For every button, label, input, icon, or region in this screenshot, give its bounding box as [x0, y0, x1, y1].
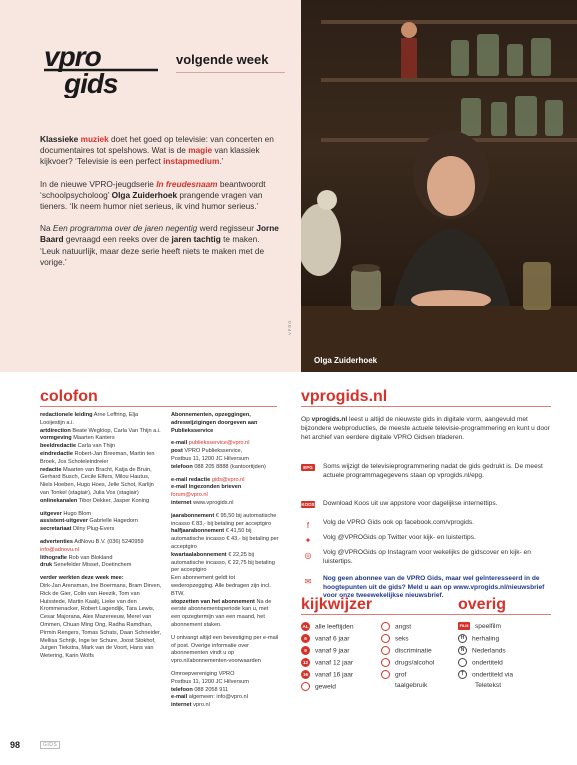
logo-word-bottom: gids — [64, 68, 118, 98]
overig-item — [458, 670, 513, 679]
colofon-line — [171, 528, 279, 551]
colofon-link[interactable]: info@adnovu.nl — [40, 546, 79, 553]
colofon-link[interactable]: publieksservice@vpro.nl — [187, 440, 250, 447]
intro-run: te maken. ‘Leuk natuurlijk, maar deze serie heeft niets te maken met de vorige.’ — [40, 234, 265, 267]
cover-photo-illustration — [301, 0, 577, 372]
colofon-line — [40, 518, 162, 526]
feature-text: Volg @VPROGids op Twitter voor kijk- en luistertips. — [323, 534, 476, 541]
colofon-column-2 — [171, 412, 279, 710]
intro-run: beantwoordt ‘schoolpsycholoog’ — [40, 178, 266, 200]
intro-run: muziek — [80, 134, 109, 144]
page-number: 98 — [10, 740, 21, 750]
age-rating — [301, 622, 354, 631]
colofon-label: Abonnementen, opzeggingen, adreswijzigingen doorgeven aan Publieksservice — [171, 412, 258, 434]
intro-run: .’ — [219, 156, 224, 167]
colofon-label: e-mail redactie — [171, 476, 211, 483]
colofon-value: Rob van Blokland — [67, 554, 113, 561]
content-rating-label: grof — [395, 671, 407, 679]
content-rating — [381, 622, 411, 631]
colofon-line — [40, 555, 162, 563]
colofon-label: redactie — [40, 466, 62, 473]
colofon-value: Een abonnement geldt tot wederopzegging. Alle bedragen zijn incl. BTW. — [171, 575, 271, 597]
vprogids-logo — [42, 40, 162, 98]
colofon-line — [40, 511, 162, 519]
feature-icon: EPG — [301, 464, 315, 471]
colofon-label: post — [171, 448, 183, 455]
intro-run: jaren tachtig — [171, 234, 221, 245]
age-rating — [301, 682, 336, 691]
colofon-line — [171, 599, 279, 630]
age-rating — [301, 658, 353, 667]
colofon-line — [171, 694, 279, 702]
colofon-label: e-mail — [171, 694, 188, 701]
colofon-label: beeldredactie — [40, 443, 77, 450]
content-rating-icon — [381, 658, 390, 667]
overig-item — [458, 658, 503, 667]
overig-item-icon: H — [458, 634, 467, 643]
colofon-line — [171, 484, 279, 500]
colofon-value: Hugo Blom — [61, 510, 91, 517]
intro-run: magie — [188, 145, 213, 156]
colofon-column-1 — [40, 412, 162, 661]
colofon-label: eindredactie — [40, 450, 73, 457]
colofon-value: Tibor Dekker, Jasper Koning — [77, 497, 150, 504]
content-rating-icon — [381, 634, 390, 643]
vprogids-logo-svg — [42, 40, 162, 98]
overig-item-icon: FILM — [459, 624, 469, 628]
colofon-line — [171, 635, 279, 666]
colofon-line — [40, 451, 162, 467]
overig-item-label: speelfilm — [475, 622, 502, 630]
content-rating — [381, 658, 434, 667]
vprogids-rule — [301, 406, 551, 407]
feature-text: Volg de VPRO Gids ook op facebook.com/vprogids. — [323, 519, 475, 526]
age-rating-label: vanaf 9 jaar — [315, 647, 350, 655]
colofon-line — [171, 552, 279, 575]
colofon-line — [40, 435, 162, 443]
colofon-label: lithografie — [40, 554, 68, 561]
colofon-label: jaarabonnement — [171, 512, 215, 519]
vprogids-section-title: vprogids.nl — [301, 388, 388, 405]
overig-item-icon: T — [458, 670, 467, 679]
colofon-line — [40, 412, 162, 428]
vprogids-link-text[interactable]: vprogids.nl — [311, 416, 348, 423]
colofon-line — [171, 440, 279, 448]
colofon-value: Postbus 11, 1200 JC Hilversum — [171, 455, 249, 462]
age-rating-icon: 12 — [302, 660, 309, 665]
age-rating-label: vanaf 6 jaar — [315, 635, 350, 643]
colofon-value: 088 2058 911 — [192, 686, 229, 693]
colofon-line — [171, 513, 279, 529]
colofon-label: e-mail — [171, 440, 188, 447]
colofon-line — [40, 498, 162, 506]
content-rating-label: discriminatie — [395, 647, 432, 655]
overig-item — [458, 646, 506, 655]
kijkwijzer-rule — [301, 614, 551, 615]
overig-item-label: Nederlands — [472, 647, 506, 655]
cover-photo — [301, 0, 577, 372]
colofon-line — [40, 575, 162, 583]
content-rating-label: drugs/alcohol — [395, 659, 435, 667]
age-rating-icon: 16 — [302, 672, 309, 677]
colofon-label: redactionele leiding — [40, 412, 93, 418]
colofon-label: advertenties — [40, 538, 73, 545]
colofon-value: Carla van Thijn — [76, 443, 116, 450]
colofon-value: Senefelder Misset, Doetinchem — [52, 562, 132, 569]
vprogids-intro-post: leest u altijd de nieuwste gids in digitale vorm, aangevuld met bijzondere webproducties, de meeste actuele televisie-programmering en kunt u door het archief van eerdere digitale VPRO Gidsen bladeren. — [301, 416, 550, 441]
colofon-value: www.vprogids.nl — [191, 499, 234, 506]
content-rating-icon — [381, 670, 390, 679]
colofon-label: onlinekanalen — [40, 497, 78, 504]
logo-word-top: vpro — [44, 41, 101, 72]
overig-item-label: ondertiteld — [472, 659, 503, 667]
content-rating-label: seks — [395, 635, 409, 643]
next-week-heading: volgende week — [176, 52, 269, 67]
colofon-value: € 41,50 bij automatische incasso € 43,- bij betaling per acceptgiro — [171, 528, 279, 550]
colofon-line — [171, 500, 279, 508]
overig-item-label: herhaling — [472, 635, 500, 643]
intro-run: doet het goed op televisie: van concerten en documentaires tot spelshows. Wat is de — [40, 134, 274, 156]
colofon-link[interactable]: forum@vpro.nl — [171, 492, 208, 499]
intro-run: Na — [40, 223, 53, 234]
colofon-value: algemeen: info@vpro.nl — [187, 694, 248, 701]
colofon-value: Gabrielle Hagedorn — [87, 518, 138, 525]
colofon-label: druk — [40, 562, 53, 569]
vprogids-intro-pre: Op — [301, 416, 312, 423]
colofon-label: stopzetten van het abonnement — [171, 598, 255, 605]
photo-caption: Olga Zuiderhoek — [314, 356, 378, 365]
intro-run: Klassieke — [40, 134, 81, 144]
intro-run: Jorne Baard — [40, 223, 279, 245]
overig-item-label: ondertiteld via — [472, 671, 514, 679]
feature-text: Soms wijzigt de televisieprogrammering nadat de gids gedrukt is. De meest actuele programmagegevens staan op vprogids.nl/epg. — [323, 463, 543, 479]
content-rating — [395, 682, 427, 689]
colofon-label: kwartaalabonnement — [171, 551, 227, 558]
colofon-label: artdirection — [40, 427, 71, 434]
heading-rule — [176, 72, 285, 73]
age-rating — [301, 670, 353, 679]
colofon-value: Arne Leffring, Elja Looijestijn a.i. — [40, 412, 139, 426]
content-rating-label: taalgebruik — [395, 682, 428, 689]
vprogids-intro — [301, 415, 551, 442]
overig-item — [475, 682, 501, 689]
colofon-line — [171, 464, 279, 472]
feature-text: Download Koos uit uw appstore voor dagelijkse internettips. — [323, 500, 498, 507]
photo-credit-vertical: VPRO — [287, 319, 292, 335]
intro-run: gevraagd een reeks over de — [63, 234, 172, 245]
colofon-line — [40, 539, 162, 547]
age-rating-icon: 6 — [301, 634, 310, 643]
intro-paragraph-2 — [40, 179, 280, 213]
colofon-value: Dirk-Jan Arensman, Ine Boermans, Bram Dirven, Rick de Gier, Colin van Heezik, Tom van Huisstede, Martin Kaalij, Lieke van den Krommenacker, Robert Lagendijk, Tara Lewis, Cesar Majorana, Alex Mazereeuw, Merel van Ommen, Chuan Ming Ong, Radha Ramdhan, Pirmin Rengers, Tomas Schats, Daan Schneider, Mellisa Schrijk, Inge ter Schure, Joost Stokhof, Jurgen Tiekstra, Mark van de Voort, Hans van Wetering, Karin Wolfs — [40, 582, 162, 660]
colofon-link[interactable]: gids@vpro.nl — [210, 476, 245, 483]
colofon-value: 088 205 8888 (kantoortijden) — [192, 463, 266, 470]
colofon-value: vpro.nl — [191, 702, 210, 709]
overig-item-label: Teletekst — [475, 682, 502, 689]
colofon-label: telefoon — [171, 463, 193, 470]
age-rating — [301, 634, 349, 643]
age-rating-label: vanaf 16 jaar — [315, 671, 354, 679]
overig-title: overig — [458, 596, 507, 613]
colofon-value: € 22,25 bij automatische incasso, € 22,75 bij betaling per acceptgiro — [171, 551, 275, 574]
colofon-value: Maarten van Bracht, Katja de Bruin, Gerhard Busch, Cecile Elfers, Milou Hautus, Niels Hoeben, Hugo Hoes, Jelle Schot, Karlijn van Tonkel (stagiair), Julia Vos (stagiair) — [40, 466, 154, 496]
overig-item-icon — [458, 658, 467, 667]
age-rating-label: vanaf 12 jaar — [315, 659, 354, 667]
intro-run: werd regisseur — [197, 223, 257, 234]
colofon-value: € 95,50 bij automatische incasso € 83,- bij betaling per acceptgiro — [171, 512, 277, 527]
feature-icon: ✉ — [304, 576, 312, 586]
colofon-value: Beate Weglöop, Carla Van Thijn a.i. — [70, 427, 161, 434]
colofon-value: Dilny Plug-Evers — [71, 526, 115, 533]
intro-paragraph-1 — [40, 134, 280, 168]
age-rating-icon: AL — [302, 624, 309, 629]
footer-mark: GIDS — [40, 741, 60, 749]
colofon-value: Postbus 11, 1200 JC Hilversum — [171, 678, 249, 685]
colofon-value: AdNovu B.V. (036) 5240959 — [72, 538, 144, 545]
colofon-value: Maarten Kanters — [71, 435, 115, 442]
colofon-line — [40, 428, 162, 436]
colofon-value: Robert-Jan Breeman, Martin ten Broek, Jos Schoteleindreier — [40, 450, 155, 465]
feature-text: Nog geen abonnee van de VPRO Gids, maar wel geïnteresseerd in de hoogtepunten uit de gids? Meld u aan op www.vprogids.nl/nieuwsbrief voor onze tweewekelijkse nieuwsbrief. — [323, 575, 545, 600]
age-rating-label: alle leeftijden — [315, 623, 354, 631]
overig-item-icon: N — [458, 646, 467, 655]
colofon-line — [171, 412, 279, 435]
colofon-line — [171, 456, 279, 464]
intro-run: In de nieuwe VPRO-jeugdserie — [40, 178, 157, 189]
content-rating-icon — [381, 622, 390, 631]
colofon-line — [40, 547, 162, 555]
colofon-line — [40, 526, 162, 534]
intro-run: Olga Zuiderhoek — [111, 189, 178, 200]
colofon-line — [40, 583, 162, 661]
feature-icon: KOOS — [301, 502, 315, 507]
feature-text: Volg @VPROGids op Instagram voor wekelijks de gidscover en kijk- en luistertips. — [323, 549, 531, 565]
colofon-line — [171, 702, 279, 710]
feature-icon: ◎ — [304, 550, 312, 560]
colofon-label: internet — [171, 702, 192, 709]
feature-icon: f — [306, 520, 310, 530]
colofon-line — [171, 687, 279, 695]
age-rating-icon — [301, 682, 310, 691]
intro-run: prangende vragen van tieners. ‘Ik neem humor niet serieus, ik vind humor serieus.’ — [40, 189, 263, 212]
intro-run: Een programma over de jaren negentig — [52, 223, 198, 234]
colofon-line — [40, 467, 162, 498]
overig-item — [458, 634, 499, 643]
colofon-label: assistent-uitgever — [40, 518, 88, 525]
colofon-value: Na de eerste abonnementsperiode kan u, met een opzegtermijn van een maand, het abonnement staken. — [171, 598, 272, 628]
colofon-line — [171, 448, 279, 456]
colofon-label: uitgever — [40, 510, 62, 517]
colofon-label: telefoon — [171, 686, 193, 693]
colofon-value: U ontvangt altijd een bevestiging per e-mail of post. Overige informatie over abonnementen vindt u op vpro.nl/abonnementen-voorwaarden — [171, 634, 279, 665]
age-rating-label: geweld — [315, 683, 336, 691]
colofon-line — [171, 477, 279, 485]
colofon-label: verder werkten deze week mee: — [40, 575, 124, 582]
colofon-label: secretariaat — [40, 526, 72, 533]
age-rating-icon: 9 — [301, 646, 310, 655]
colofon-title: colofon — [40, 388, 98, 405]
colofon-line — [171, 671, 279, 679]
content-rating-icon — [381, 646, 390, 655]
age-rating — [301, 646, 349, 655]
content-rating — [381, 634, 409, 643]
intro-run: instapmedium — [163, 156, 220, 167]
overig-item — [458, 622, 501, 630]
colofon-line — [40, 443, 162, 451]
feature-icon: ✦ — [304, 535, 312, 545]
intro-paragraph-3 — [40, 223, 280, 268]
colofon-value: VPRO Publieksservice, — [182, 448, 243, 455]
content-rating-label: angst — [395, 623, 412, 631]
colofon-line — [40, 562, 162, 570]
colofon-label: vormgeving — [40, 435, 72, 442]
content-rating — [381, 646, 432, 655]
content-rating — [381, 670, 406, 679]
colofon-label: internet — [171, 499, 192, 506]
intro-run: van klassiek kijkvoer? ‘Televisie is een perfect — [40, 145, 260, 167]
colofon-label: e-mail ingezonden brieven — [171, 484, 242, 491]
colofon-label: halfjaarabonnement — [171, 528, 225, 535]
intro-text — [40, 134, 280, 279]
intro-run: In freudesnaam — [156, 178, 218, 189]
colofon-line — [171, 575, 279, 598]
colofon-rule — [40, 406, 277, 407]
colofon-value: Omroepvereniging VPRO — [171, 670, 235, 677]
colofon-line — [171, 679, 279, 687]
kijkwijzer-title: kijkwijzer — [301, 596, 373, 613]
